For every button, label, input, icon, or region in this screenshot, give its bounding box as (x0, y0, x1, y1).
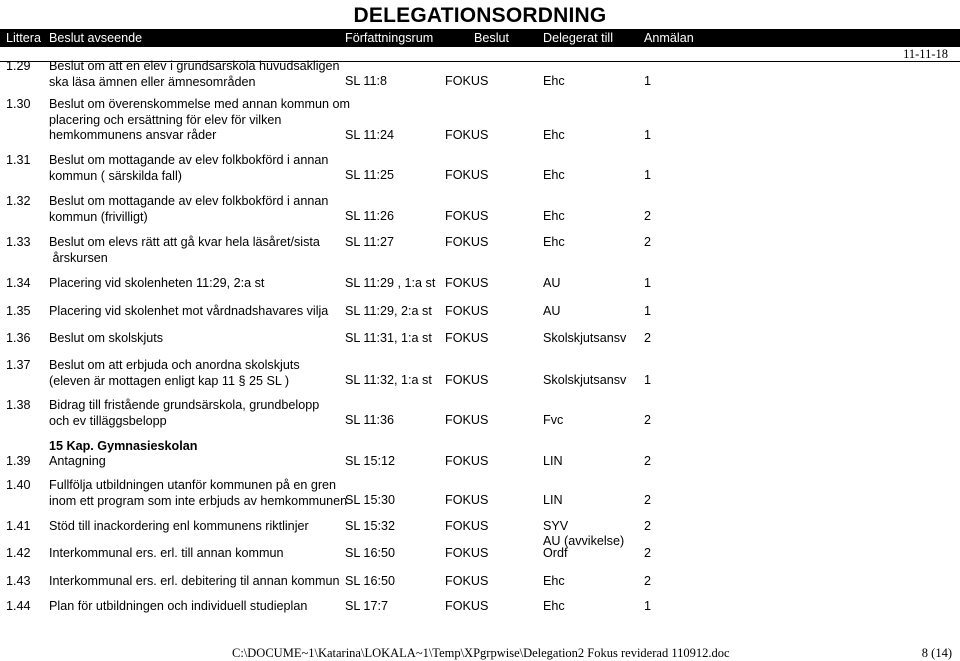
row-delegate: Ehc (543, 74, 565, 88)
row-decision: FOKUS (445, 304, 489, 318)
row-delegate: Fvc (543, 413, 564, 427)
row-notification: 2 (644, 413, 652, 427)
row-decision: FOKUS (445, 74, 489, 88)
row-notification: 2 (644, 574, 652, 588)
row-number: 1.29 (6, 59, 31, 73)
row-notification: 2 (644, 209, 652, 223)
row-number: 1.42 (6, 546, 31, 560)
row-number: 1.38 (6, 398, 31, 412)
row-notification: 1 (644, 128, 652, 142)
row-decision: FOKUS (445, 209, 489, 223)
col-delegerat-till: Delegerat till (543, 31, 613, 45)
document-date: 11-11-18 (903, 47, 948, 61)
col-littera: Littera (6, 31, 42, 45)
row-reference: SL 16:50 (345, 546, 395, 560)
row-reference: SL 11:36 (345, 413, 395, 427)
row-number: 1.31 (6, 153, 31, 167)
row-reference: SL 11:26 (345, 209, 395, 223)
row-number: 1.35 (6, 304, 31, 318)
row-notification: 2 (644, 519, 652, 533)
row-reference: SL 15:30 (345, 493, 395, 507)
row-delegate: LIN (543, 454, 563, 468)
row-notification: 1 (644, 74, 652, 88)
row-notification: 1 (644, 276, 652, 290)
row-number: 1.37 (6, 358, 31, 372)
row-reference: SL 11:29, 2:a st (345, 304, 432, 318)
row-number: 1.41 (6, 519, 31, 533)
row-description: Beslut om att erbjuda och anordna skolskjuts (eleven är mottagen enligt kap 11 § 25 SL ) (49, 358, 300, 388)
row-notification: 1 (644, 599, 652, 613)
row-notification: 2 (644, 493, 652, 507)
row-decision: FOKUS (445, 413, 489, 427)
row-decision: FOKUS (445, 276, 489, 290)
row-delegate: Ehc (543, 574, 565, 588)
row-reference: SL 15:12 (345, 454, 395, 468)
row-decision: FOKUS (445, 373, 489, 387)
row-reference: SL 11:27 (345, 235, 395, 249)
document-title: DELEGATIONSORDNING (353, 4, 607, 27)
row-description: Beslut om att en elev i grundsärskola huvudsakligen ska läsa ämnen eller ämnesområden (49, 59, 340, 89)
row-decision: FOKUS (445, 599, 489, 613)
col-beslut-avseende: Beslut avseende (49, 31, 143, 45)
row-reference: SL 11:8 (345, 74, 388, 88)
row-decision: FOKUS (445, 546, 489, 560)
row-notification: 2 (644, 454, 652, 468)
row-description: Beslut om elevs rätt att gå kvar hela läsåret/sista årskursen (49, 235, 320, 265)
row-notification: 1 (644, 304, 652, 318)
row-description: Interkommunal ers. erl. till annan kommun (49, 546, 284, 560)
row-reference: SL 15:32 (345, 519, 395, 533)
row-delegate: LIN (543, 493, 563, 507)
row-reference: SL 11:25 (345, 168, 395, 182)
row-decision: FOKUS (445, 454, 489, 468)
row-number: 1.32 (6, 194, 31, 208)
row-reference: SL 11:24 (345, 128, 395, 142)
row-decision: FOKUS (445, 493, 489, 507)
row-decision: FOKUS (445, 519, 489, 533)
row-delegate: Ordf (543, 546, 568, 560)
row-notification: 2 (644, 235, 652, 249)
row-number: 1.34 (6, 276, 31, 290)
row-delegate: AU (543, 304, 561, 318)
row-decision: FOKUS (445, 235, 489, 249)
row-decision: FOKUS (445, 574, 489, 588)
row-description: Beslut om mottagande av elev folkbokförd i annan kommun ( särskilda fall) (49, 153, 329, 183)
row-notification: 1 (644, 168, 652, 182)
row-reference: SL 16:50 (345, 574, 395, 588)
row-number: 1.33 (6, 235, 31, 249)
row-number: 1.30 (6, 97, 31, 111)
row-description: Stöd till inackordering enl kommunens riktlinjer (49, 519, 309, 533)
row-delegate: SYV (543, 519, 569, 533)
row-description: Antagning (49, 454, 106, 468)
row-number: 1.44 (6, 599, 31, 613)
row-notification: 2 (644, 546, 652, 560)
row-number: 1.40 (6, 478, 31, 492)
row-notification: 2 (644, 331, 652, 345)
row-description: Fullfölja utbildningen utanför kommunen på en gren inom ett program som inte erbjuds av hemkommunen (49, 478, 348, 508)
row-notification: 1 (644, 373, 652, 387)
row-number: 1.36 (6, 331, 31, 345)
col-forfattningsrum: Författningsrum (345, 31, 434, 45)
row-decision: FOKUS (445, 331, 489, 345)
row-description: Beslut om mottagande av elev folkbokförd i annan kommun (frivilligt) (49, 194, 329, 224)
row-number: 1.43 (6, 574, 31, 588)
row-delegate: Skolskjutsansv (543, 373, 627, 387)
row-delegate: Ehc (543, 209, 565, 223)
row-description: Placering vid skolenhet mot vårdnadshavares vilja (49, 304, 329, 318)
row-description: Interkommunal ers. erl. debitering til annan kommun (49, 574, 340, 588)
row-delegate: Ehc (543, 599, 565, 613)
row-description: Beslut om skolskjuts (49, 331, 164, 345)
row-description: Beslut om överenskommelse med annan kommun om placering och ersättning för elev för vilken hemkommunens ansvar råder (49, 97, 350, 142)
row-delegate: Skolskjutsansv (543, 331, 627, 345)
au-avvikelse-note: AU (avvikelse) (543, 534, 625, 548)
row-reference: SL 11:31, 1:a st (345, 331, 432, 345)
row-number: 1.39 (6, 454, 31, 468)
row-decision: FOKUS (445, 128, 489, 142)
row-delegate: Ehc (543, 128, 565, 142)
row-delegate: AU (543, 276, 561, 290)
row-reference: SL 11:32, 1:a st (345, 373, 432, 387)
row-description: Placering vid skolenheten 11:29, 2:a st (49, 276, 265, 290)
row-delegate: Ehc (543, 235, 565, 249)
col-beslut: Beslut (474, 31, 510, 45)
section-heading: 15 Kap. Gymnasieskolan (49, 439, 198, 453)
row-delegate: Ehc (543, 168, 565, 182)
footer-page-number: 8 (14) (921, 646, 952, 660)
row-description: Bidrag till fristående grundsärskola, grundbelopp och ev tilläggsbelopp (49, 398, 320, 428)
row-reference: SL 17:7 (345, 599, 388, 613)
row-decision: FOKUS (445, 168, 489, 182)
col-anmalan: Anmälan (644, 31, 694, 45)
row-description: Plan för utbildningen och individuell studieplan (49, 599, 308, 613)
row-reference: SL 11:29 , 1:a st (345, 276, 436, 290)
footer-file-path: C:\DOCUME~1\Katarina\LOKALA~1\Temp\XPgrpwise\Delegation2 Fokus reviderad 110912.doc (232, 646, 730, 660)
column-header-bar (0, 29, 960, 47)
